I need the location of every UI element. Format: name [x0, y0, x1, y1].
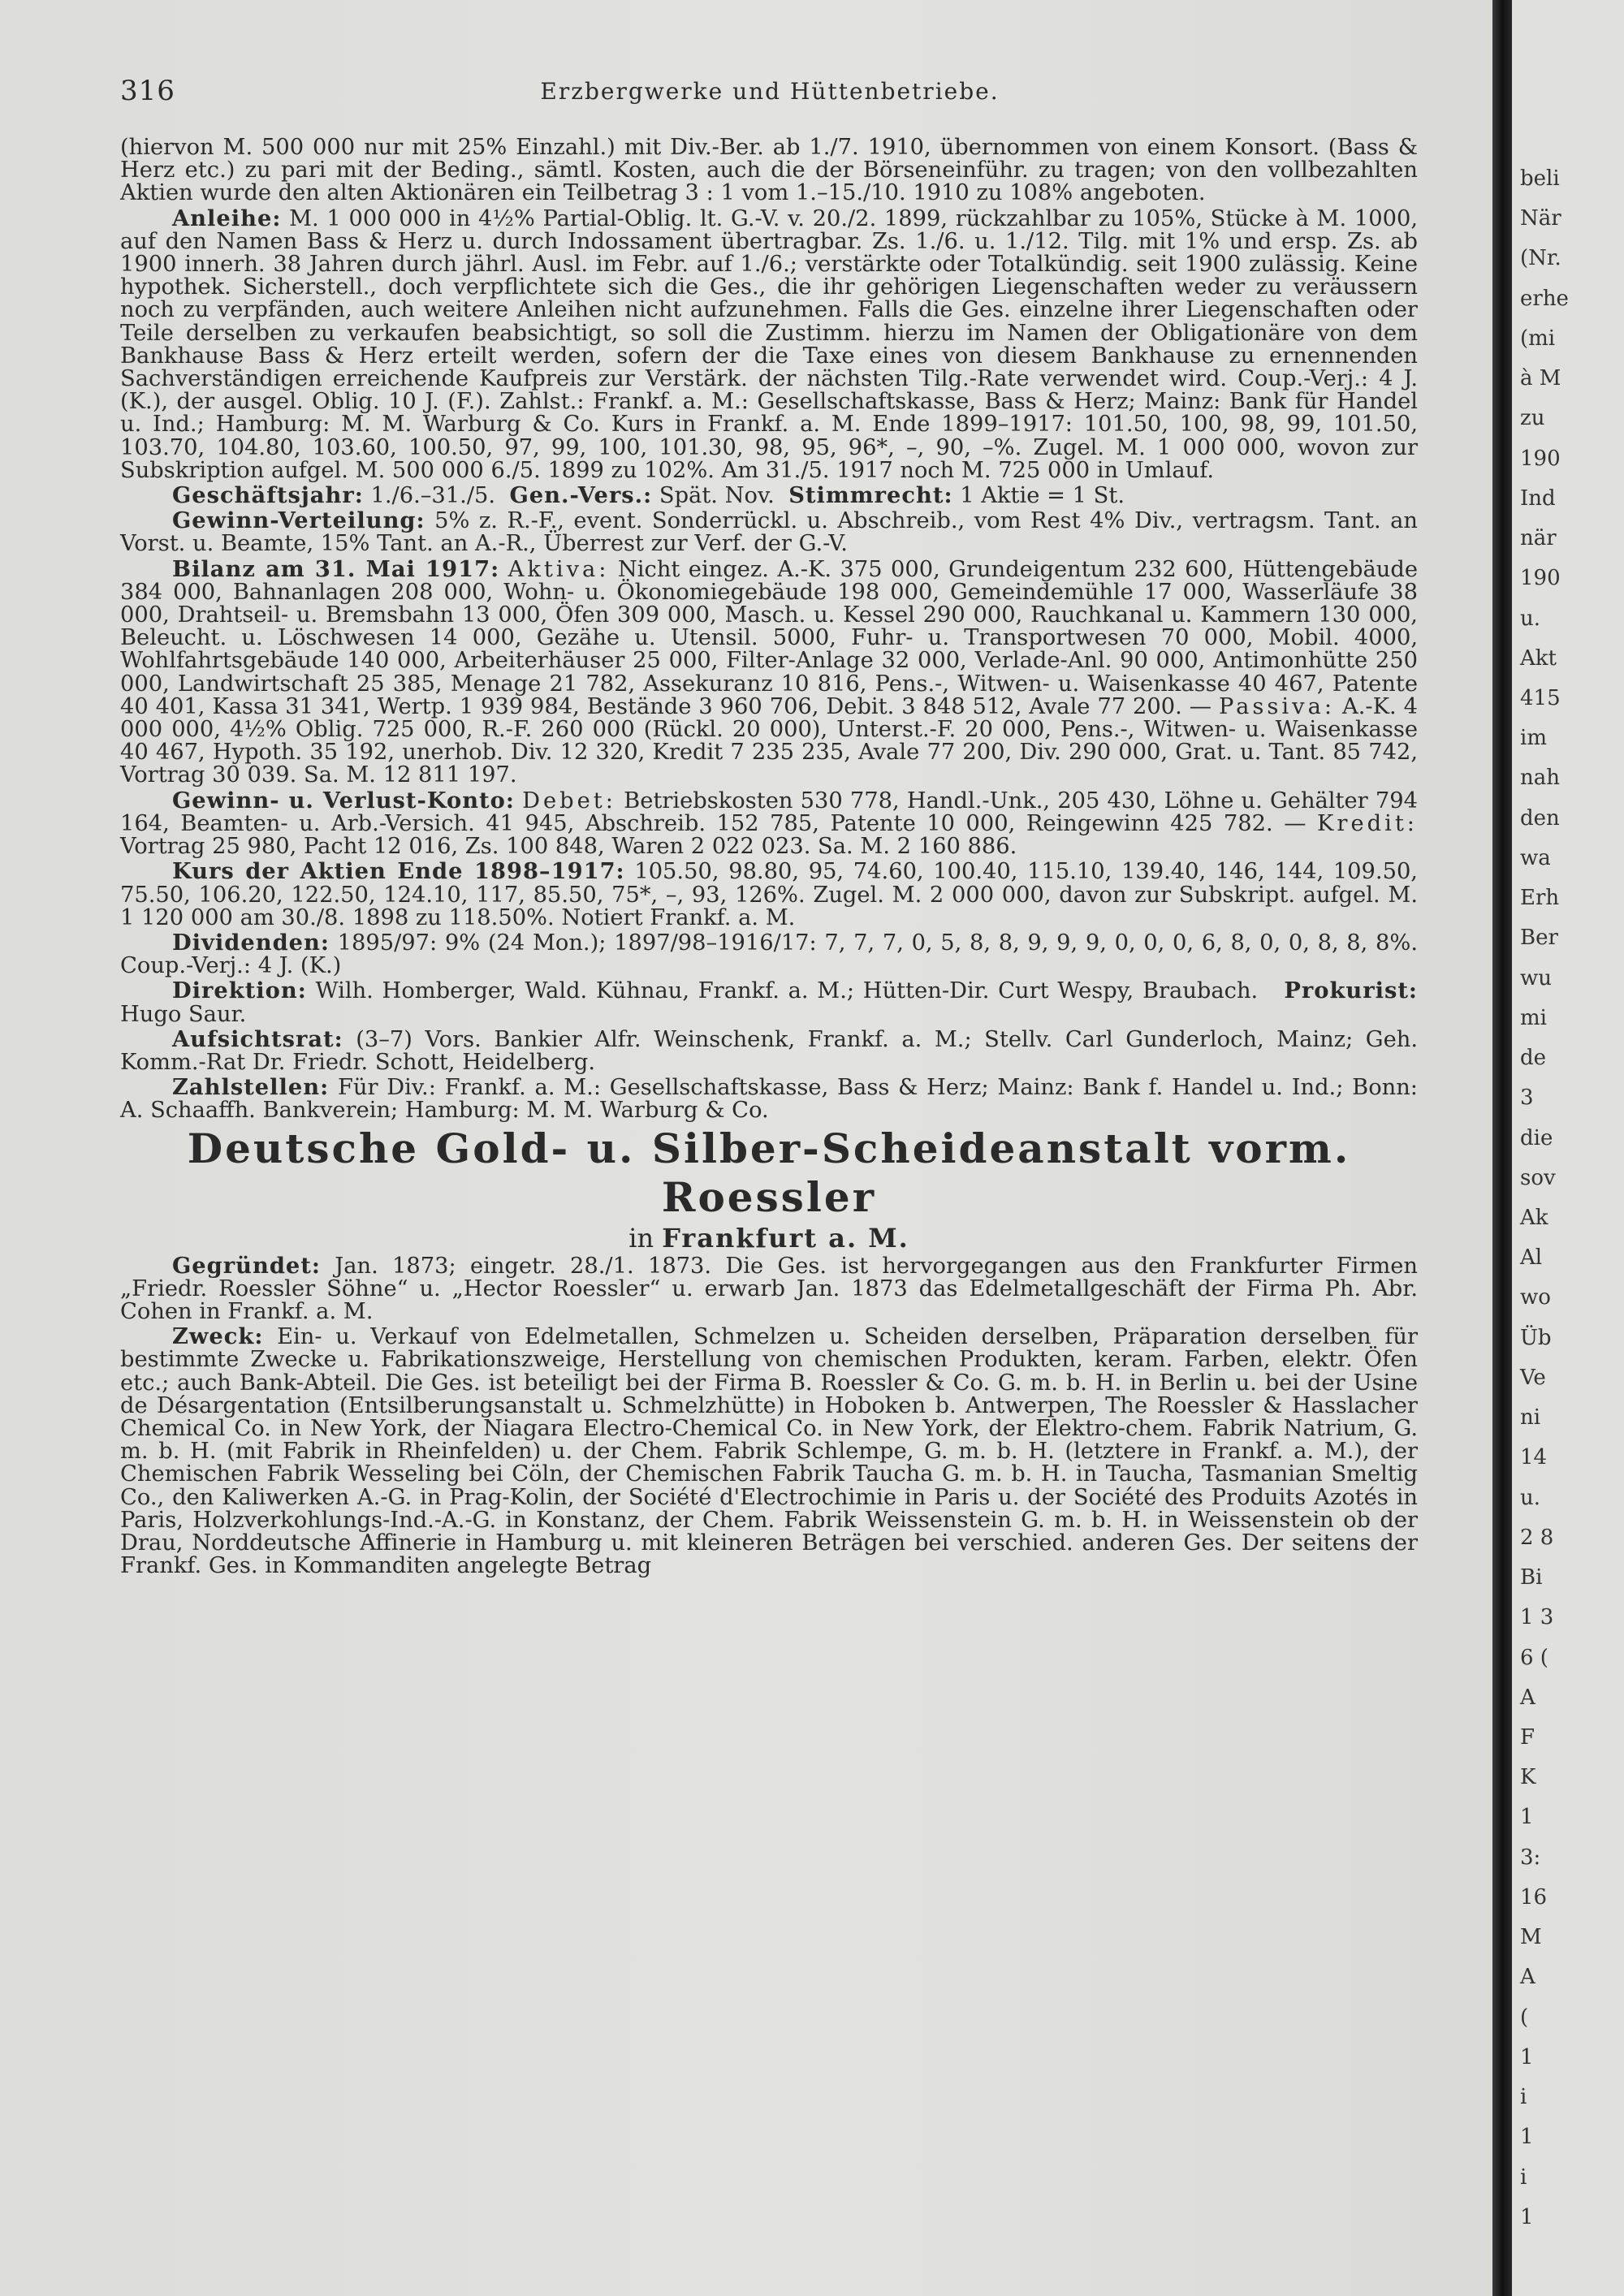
zahlstellen-text: Für Div.: Frankf. a. M.: Gesellschaftskasse, Bass & Herz; Mainz: Bank f. Handel u. Ind.; Bonn: A. Schaaffh. Bankverein; Hamburg: M. M. Warburg & Co.	[120, 1075, 1418, 1124]
page-number: 316	[120, 75, 175, 107]
facing-page-fragment: 1	[1520, 2204, 1534, 2229]
gegruendet-text: Jan. 1873; eingetr. 28./1. 1873. Die Ges. ist hervorgegangen aus den Frankfurter Firmen „Friedr. Roessler Söhne“ u. „Hector Roessler“ u. erwarb Jan. 1873 das Edelmetallgeschäft der Firma Ph. Abr. Cohen in Frankf. a. M.	[120, 1253, 1418, 1324]
bilanz-passiva-label: Passiva:	[1219, 693, 1336, 719]
facing-page-fragment: 16	[1520, 1884, 1548, 1910]
facing-page-fragment: wu	[1520, 965, 1552, 990]
dividenden-text: 1895/97: 9% (24 Mon.); 1897/98–1916/17: 7, 7, 7, 0, 5, 8, 8, 9, 9, 9, 0, 0, 0, 6, 8, 0, 0, 8, 8, 8%. Coup.-Verj.: 4 J. (K.)	[120, 930, 1418, 979]
aufsichtsrat-label: Aufsichtsrat:	[172, 1025, 343, 1052]
facing-page-fragment: A	[1520, 1685, 1535, 1710]
facing-page-fragment: A	[1520, 1965, 1535, 1990]
facing-page-fragment: När	[1520, 206, 1561, 231]
direktion-label: Direktion:	[172, 978, 307, 1004]
location-prefix: in	[628, 1222, 654, 1254]
intro-paragraph: (hiervon M. 500 000 nur mit 25% Einzahl.) mit Div.-Ber. ab 1./7. 1910, übernommen von einem Konsort. (Bass & Herz etc.) zu pari mit der Beding., sämtl. Kosten, auch die der Börseneinführ. zu tragen; von den vollbezahlten Aktien wurde den alten Aktionären ein Teilbetrag 3 : 1 vom 1.–15./10. 1910 zu 108% angeboten.	[120, 135, 1418, 206]
facing-page-fragment: beli	[1520, 166, 1560, 191]
dividenden-paragraph	[120, 931, 1418, 978]
gegruendet-paragraph	[120, 1254, 1418, 1324]
facing-page-fragment: den	[1520, 805, 1560, 831]
gegruendet-label: Gegründet:	[172, 1252, 321, 1279]
facing-page-fragment: (	[1520, 2005, 1529, 2030]
facing-page-fragment: ni	[1520, 1405, 1541, 1431]
geschaeftsjahr-paragraph	[120, 484, 1418, 507]
bilanz-paragraph	[120, 555, 1418, 788]
kurs-text: 105.50, 98.80, 95, 74.60, 100.40, 115.10, 139.40, 146, 144, 109.50, 75.50, 106.20, 122.50, 124.10, 117, 85.50, 75*, –, 93, 126%. Zugel. M. 2 000 000, davon zur Subskript. aufgel. M. 1 120 000 am 30./8. 1898 zu 118.50%. Notiert Frankf. a. M.	[120, 859, 1418, 930]
bilanz-aktiva-label: Aktiva:	[508, 556, 610, 582]
genvers-label: Gen.-Vers.:	[509, 482, 653, 509]
geschaeftsjahr-text: 1./6.–31./5.	[370, 483, 496, 509]
direktion-text: Wilh. Homberger, Wald. Kühnau, Frankf. a. M.; Hütten-Dir. Curt Wespy, Braubach.	[315, 978, 1259, 1004]
facing-page-fragment: Akt	[1520, 645, 1557, 671]
kurs-label: Kurs der Aktien Ende 1898–1917:	[172, 858, 625, 885]
facing-page-fragment: 2 8	[1520, 1525, 1554, 1550]
facing-page-fragment: à M	[1520, 366, 1561, 391]
company-location	[120, 1224, 1418, 1253]
facing-page-fragment: Erh	[1520, 886, 1560, 911]
company-title: Deutsche Gold- u. Silber-Scheideanstalt vorm. Roessler	[187, 1124, 1351, 1221]
facing-page-fragment: 3	[1520, 1085, 1534, 1111]
dividenden-label: Dividenden:	[172, 929, 330, 956]
facing-page-fragment: Ak	[1520, 1206, 1548, 1230]
facing-page-fragment: Ber	[1520, 926, 1558, 951]
aufsichtsrat-paragraph	[120, 1025, 1418, 1075]
facing-page-fragment: 6 (	[1520, 1645, 1548, 1670]
facing-page-fragment: wa	[1520, 845, 1551, 870]
facing-page-fragment: 1	[1520, 2044, 1534, 2069]
running-head: Erzbergwerke und Hüttenbetriebe.	[540, 78, 1000, 105]
facing-page-fragment: 190	[1520, 566, 1561, 591]
facing-page-fragment: 14	[1520, 1445, 1548, 1470]
anleihe-paragraph	[120, 207, 1418, 482]
facing-page-fragment: (Nr.	[1520, 246, 1561, 271]
facing-page-fragment: wo	[1520, 1285, 1551, 1310]
zweck-paragraph	[120, 1325, 1418, 1577]
aufsichtsrat-text: (3–7) Vors. Bankier Alfr. Weinschenk, Frankf. a. M.; Stellv. Carl Gunderloch, Mainz; Geh. Komm.-Rat Dr. Friedr. Schott, Heidelberg.	[120, 1026, 1418, 1075]
facing-page-fragment: 3:	[1520, 1845, 1541, 1870]
facing-page-fragment: Bi	[1520, 1565, 1543, 1590]
facing-page-fragment: de	[1520, 1046, 1547, 1071]
facing-page-edge	[1512, 0, 1624, 2296]
zahlstellen-paragraph	[120, 1076, 1418, 1122]
geschaeftsjahr-label: Geschäftsjahr:	[172, 482, 364, 509]
page-fold-shadow	[1492, 0, 1512, 2296]
bilanz-label: Bilanz am 31. Mai 1917:	[172, 555, 500, 582]
prokurist-text: Hugo Saur.	[120, 1001, 247, 1027]
facing-page-fragment: mi	[1520, 1005, 1547, 1030]
facing-page-fragment: när	[1520, 526, 1557, 551]
anleihe-label: Anleihe:	[172, 205, 282, 231]
facing-page-fragment: sov	[1520, 1165, 1556, 1190]
zweck-text: Ein- u. Verkauf von Edelmetallen, Schmelzen u. Scheiden derselben, Präparation derselben für bestimmte Zwecke u. Fabrikationszweige, Herstellung von chemischen Produkten, keram. Farben, elektr. Öfen etc.; auch Bank-Abteil. Die Ges. ist beteiligt bei der Firma B. Roessler & Co. G. m. b. H. in Berlin u. bei der Usine de Désargentation (Entsilberungsanstalt u. Schmelzhütte) in Hoboken b. Antwerpen, The Roessler & Hasslacher Chemical Co. in New York, der Niagara Electro-Chemical Co. in New York, der Elektro-chem. Fabrik Natrium, G. m. b. H. (mit Fabrik in Rheinfelden) u. der Chem. Fabrik Schlempe, G. m. b. H. (letztere in Frankf. a. M.), der Chemischen Fabrik Wesseling bei Cöln, der Chemischen Fabrik Taucha G. m. b. H. in Taucha, Tasmanian Smeltig Co., den Kaliwerken A.-G. in Prag-Kolin, der Société d'Electrochimie in Paris u. der Société des Produits Azotés in Paris, Holzverkohlungs-Ind.-A.-G. in Konstanz, der Chem. Fabrik Weissenstein G. m. b. H. in Weissenstein ob der Drau, Norddeutsche Affinerie in Hamburg u. mit kleineren Beträgen bei verschied. anderen Ges. Der seitens der Frankf. Ges. in Kommanditen angelegte Betrag	[120, 1324, 1418, 1579]
gewinn-label: Gewinn-Verteilung:	[172, 507, 425, 534]
page-header	[120, 75, 1419, 107]
facing-page-fragment: erhe	[1520, 286, 1569, 311]
guv-paragraph	[120, 789, 1418, 859]
bilanz-aktiva-text: Nicht eingez. A.-K. 375 000, Grundeigentum 232 600, Hüttengebäude 384 000, Bahnanlagen 208 000, Wohn- u. Ökonomiegebäude 198 000, Gemeindemühle 17 000, Wasserläufe 38 000, Drahtseil- u. Bremsbahn 13 000, Öfen 309 000, Masch. u. Kessel 290 000, Rauchkanal u. Kammern 130 000, Beleucht. u. Löschwesen 14 000, Gezähe u. Utensil. 5000, Fuhr- u. Transportwesen 70 000, Mobil. 4000, Wohlfahrtsgebäude 140 000, Arbeiterhäuser 25 000, Filter-Anlage 32 000, Verlade-Anl. 90 000, Antimonhütte 250 000, Landwirtschaft 25 385, Menage 21 782, Assekuranz 10 816, Pens.-, Witwen- u. Waisenkasse 40 467, Patente 40 401, Kassa 31 341, Wertp. 1 939 984, Bestände 3 960 706, Debit. 3 848 512, Avale 77 200. —	[120, 556, 1418, 719]
kurs-paragraph	[120, 860, 1418, 930]
bilanz-passiva-text: A.-K. 4 000 000, 4½% Oblig. 725 000, R.-F. 260 000 (Rückl. 20 000), Unterst.-F. 20 000, Pens.-, Witwen- u. Waisenkasse 40 467, Hypoth. 35 192, unerhob. Div. 12 320, Kredit 7 235 235, Avale 77 200, Div. 290 000, Grat. u. Tant. 85 742, Vortrag 30 039. Sa. M. 12 811 197.	[120, 693, 1418, 788]
facing-page-fragment: i	[1520, 2085, 1527, 2110]
stimmrecht-text: 1 Aktie = 1 St.	[960, 483, 1125, 509]
stimmrecht-label: Stimmrecht:	[788, 482, 953, 509]
genvers-text: Spät. Nov.	[659, 483, 775, 509]
location-city: Frankfurt a. M.	[662, 1222, 909, 1254]
gewinn-paragraph	[120, 509, 1418, 555]
facing-page-fragment: Üb	[1520, 1325, 1552, 1350]
guv-label: Gewinn- u. Verlust-Konto:	[172, 787, 515, 814]
gewinn-text: 5% z. R.-F., event. Sonderrückl. u. Abschreib., vom Rest 4% Div., vertragsm. Tant. an Vorst. u. Beamte, 15% Tant. an A.-R., Überrest zur Verf. der G.-V.	[120, 508, 1418, 557]
facing-page-fragment: u.	[1520, 1485, 1541, 1510]
guv-debet-label: Debet:	[522, 788, 616, 814]
facing-page-fragment: Al	[1520, 1245, 1543, 1271]
facing-page-fragment: die	[1520, 1125, 1553, 1150]
zweck-label: Zweck:	[172, 1323, 264, 1350]
prokurist-label: Prokurist:	[1284, 978, 1419, 1004]
guv-debet-text: Betriebskosten 530 778, Handl.-Unk., 205 430, Löhne u. Gehälter 794 164, Beamten- u. Arb.-Versich. 41 945, Abschreib. 152 785, Patente 10 000, Reingewinn 425 782. —	[120, 788, 1418, 836]
facing-page-fragment: nah	[1520, 766, 1560, 791]
facing-page-fragment: Ind	[1520, 486, 1556, 511]
anleihe-text: M. 1 000 000 in 4½% Partial-Oblig. lt. G.-V. v. 20./2. 1899, rückzahlbar zu 105%, Stücke à M. 1000, auf den Namen Bass & Herz u. durch Indossament übertragbar. Zs. 1./6. u. 1./12. Tilg. mit 1% und ersp. Zs. ab 1900 innerh. 38 Jahren durch jährl. Ausl. im Febr. auf 1./6.; verstärkte oder Totalkündig. seit 1900 zulässig. Keine hypothek. Sicherstell., doch verpflichtete sich die Ges., die ihr gehörigen Liegenschaften weder zu veräussern noch zu verpfänden, auch weitere Anleihen nicht aufzunehmen. Falls die Ges. einzelne ihrer Liegenschaften oder Teile derselben zu verkaufen beabsichtigt, so soll die Zustimm. hierzu im Namen der Obligationäre von dem Bankhause Bass & Herz erteilt werden, sofern der die Taxe eines von diesem Bankhause zu ernennenden Sachverständigen erreichende Kaufpreis zur Verstärk. der nächsten Tilg.-Rate verwendet wird. Coup.-Verj.: 4 J. (K.), der ausgel. Oblig. 10 J. (F.). Zahlst.: Frankf. a. M.: Gesellschaftskasse, Bass & Herz; Mainz: Bank für Handel u. Ind.; Hamburg: M. M. Warburg & Co. Kurs in Frankf. a. M. Ende 1899–1917: 101.50, 100, 98, 99, 101.50, 103.70, 104.80, 103.60, 100.50, 97, 99, 100, 101.30, 98, 95, 96*, –, 90, –%. Zugel. M. 1 000 000, wovon zur Subskription aufgel. M. 500 000 6./5. 1899 zu 102%. Am 31./5. 1917 noch M. 725 000 in Umlauf.	[120, 205, 1418, 483]
facing-page-fragment: 1	[1520, 2125, 1534, 2150]
facing-page-fragment: K	[1520, 1765, 1536, 1790]
facing-page-fragment: F	[1520, 1725, 1535, 1750]
guv-kredit-text: Vortrag 25 980, Pacht 12 016, Zs. 100 848, Waren 2 022 023. Sa. M. 2 160 886.	[120, 834, 1017, 860]
facing-page-fragment: (mi	[1520, 326, 1556, 351]
facing-page-fragment: 190	[1520, 446, 1561, 471]
facing-page-fragment: zu	[1520, 406, 1545, 431]
facing-page-fragment: M	[1520, 1925, 1542, 1950]
facing-page-fragment: Ve	[1520, 1365, 1546, 1390]
direktion-paragraph	[120, 979, 1418, 1025]
text-column	[120, 136, 1418, 1579]
facing-page-fragment: u.	[1520, 606, 1541, 631]
facing-page-fragment: 1 3	[1520, 1605, 1554, 1630]
guv-kredit-label: Kredit:	[1317, 810, 1418, 836]
facing-page-fragment: im	[1520, 726, 1547, 751]
facing-page-fragment: 415	[1520, 686, 1561, 710]
facing-page-fragment: i	[1520, 2164, 1527, 2190]
zahlstellen-label: Zahlstellen:	[172, 1074, 330, 1101]
facing-page-fragment: 1	[1520, 1805, 1534, 1830]
